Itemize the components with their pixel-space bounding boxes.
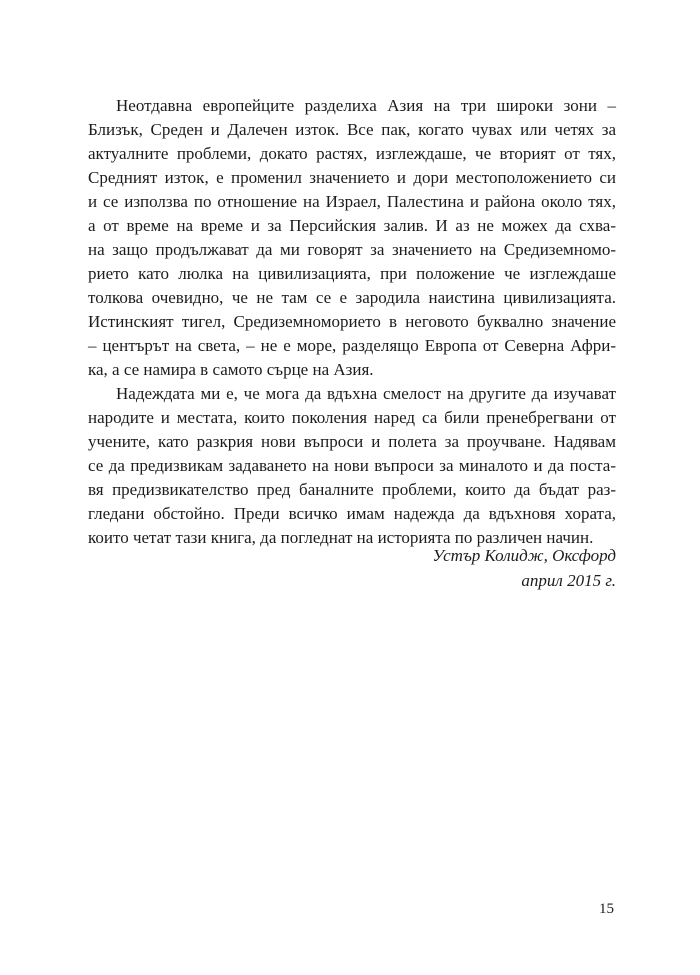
text-line: актуалните проблеми, докато растях, изглеждаше, че вторият от тях, bbox=[88, 144, 616, 163]
text-line: които четат тази книга, да погледнат на историята по различен начин. bbox=[88, 528, 594, 547]
text-line: рието като люлка на цивилизацията, при положение че изглеждаше bbox=[88, 264, 616, 283]
text-line: толкова очевидно, че не там се е зародила наистина цивилизацията. bbox=[88, 288, 616, 307]
text-line: Истинският тигел, Средиземноморието в неговото буквално значение bbox=[88, 312, 616, 331]
text-line: учените, като разкрия нови въпроси и полета за проучване. Надявам bbox=[88, 432, 616, 451]
text-line: ка, а се намира в самото сърце на Азия. bbox=[88, 360, 374, 379]
signature-block bbox=[432, 543, 616, 593]
text-line: – центърът на света, – не е море, разделящо Европа от Северна Афри- bbox=[88, 336, 616, 355]
paragraph-1 bbox=[88, 94, 616, 382]
paragraph-2 bbox=[88, 382, 616, 550]
text-line: гледани обстойно. Преди всичко имам надежда да вдъхновя хората, bbox=[88, 504, 616, 523]
text-line: народите и местата, които поколения наред са били пренебрегвани от bbox=[88, 408, 616, 427]
text-line: се да предизвикам задаването на нови въпроси за миналото и да поста- bbox=[88, 456, 616, 475]
text-line: на защо продължават да ми говорят за значението на Средиземномо- bbox=[88, 240, 616, 259]
text-line: а от време на време и за Персийския залив. И аз не можех да схва- bbox=[88, 216, 616, 235]
text-line: Средният изток, е променил значението и дори местоположението си bbox=[88, 168, 616, 187]
page-number: 15 bbox=[599, 901, 614, 917]
text-line: Близък, Среден и Далечен изток. Все пак, когато чувах или четях за bbox=[88, 120, 616, 139]
text-line: и се използва по отношение на Израел, Палестина и района около тях, bbox=[88, 192, 616, 211]
body-text bbox=[88, 94, 616, 550]
text-line: Надеждата ми е, че мога да вдъхна смелост на другите да изучават bbox=[116, 384, 616, 403]
signature-date: април 2015 г. bbox=[521, 571, 616, 590]
text-line: вя предизвикателство пред баналните проблеми, които да бъдат раз- bbox=[88, 480, 616, 499]
signature-author: Устър Колидж, Оксфорд bbox=[432, 546, 616, 565]
text-line: Неотдавна европейците разделиха Азия на три широки зони – bbox=[116, 96, 616, 115]
